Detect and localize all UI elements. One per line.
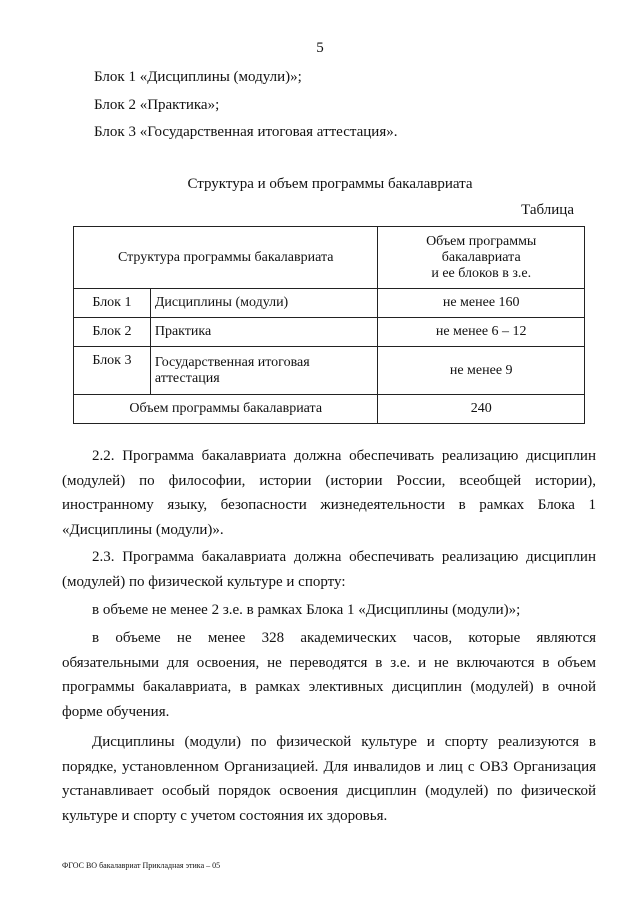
row-volume: не менее 9 xyxy=(378,347,585,395)
header-volume-line-1: Объем программы xyxy=(426,233,537,249)
row-name: Дисциплины (модули) xyxy=(150,289,378,318)
row-name: Практика xyxy=(150,318,378,347)
row-block: Блок 2 xyxy=(74,318,151,347)
page-footer: ФГОС ВО бакалавриат Прикладная этика – 05 xyxy=(62,861,221,870)
paragraph-pe-hours: в объеме не менее 328 академических часов, которые являются обязательными для освоения, не переводятся в з.е. и не включаются в объем программы бакалавриата, в рамках элективных дисциплин (модулей) в очной форме обучения. xyxy=(62,630,596,720)
table-header-row xyxy=(74,227,585,289)
block-list-item-2: Блок 2 «Практика»; xyxy=(94,97,220,113)
block-list-item-3: Блок 3 «Государственная итоговая аттестация». xyxy=(94,124,398,140)
header-structure: Структура программы бакалавриата xyxy=(74,227,378,289)
structure-table xyxy=(73,226,585,424)
table-row xyxy=(74,347,585,395)
total-label: Объем программы бакалавриата xyxy=(74,395,378,424)
page-number: 5 xyxy=(316,40,324,56)
row-volume: не менее 6 – 12 xyxy=(378,318,585,347)
row-block: Блок 1 xyxy=(74,289,151,318)
table-row xyxy=(74,289,585,318)
paragraph-pe-credits: в объеме не менее 2 з.е. в рамках Блока 1 «Дисциплины (модули)»; xyxy=(92,602,521,618)
row-block: Блок 3 xyxy=(74,347,151,395)
paragraph-2-2: 2.2. Программа бакалавриата должна обеспечивать реализацию дисциплин (модулей) по философии, истории (истории России, всеобщей истории), иностранному языку, безопасности жизнедеятельности в рамках Блока 1 «Дисциплины (модули)». xyxy=(62,448,596,538)
table-label: Таблица xyxy=(521,202,574,218)
total-value: 240 xyxy=(378,395,585,424)
row-name: Государственная итоговая аттестация xyxy=(150,347,378,395)
header-volume xyxy=(378,227,585,289)
table-total-row xyxy=(74,395,585,424)
header-volume-line-2: бакалавриата xyxy=(441,249,521,265)
header-volume-line-3: и ее блоков в з.е. xyxy=(431,265,532,281)
row-volume: не менее 160 xyxy=(378,289,585,318)
block-list-item-1: Блок 1 «Дисциплины (модули)»; xyxy=(94,69,302,85)
paragraph-pe-organization: Дисциплины (модули) по физической культуре и спорту реализуются в порядке, установленном Организацией. Для инвалидов и лиц с ОВЗ Организация устанавливает особый порядок освоения дисциплин (модулей) по физической культуре и спорту с учетом состояния их здоровья. xyxy=(62,734,596,824)
paragraph-2-3: 2.3. Программа бакалавриата должна обеспечивать реализацию дисциплин (модулей) по физической культуре и спорту: xyxy=(62,549,596,590)
table-caption: Структура и объем программы бакалавриата xyxy=(187,176,473,192)
table-row xyxy=(74,318,585,347)
